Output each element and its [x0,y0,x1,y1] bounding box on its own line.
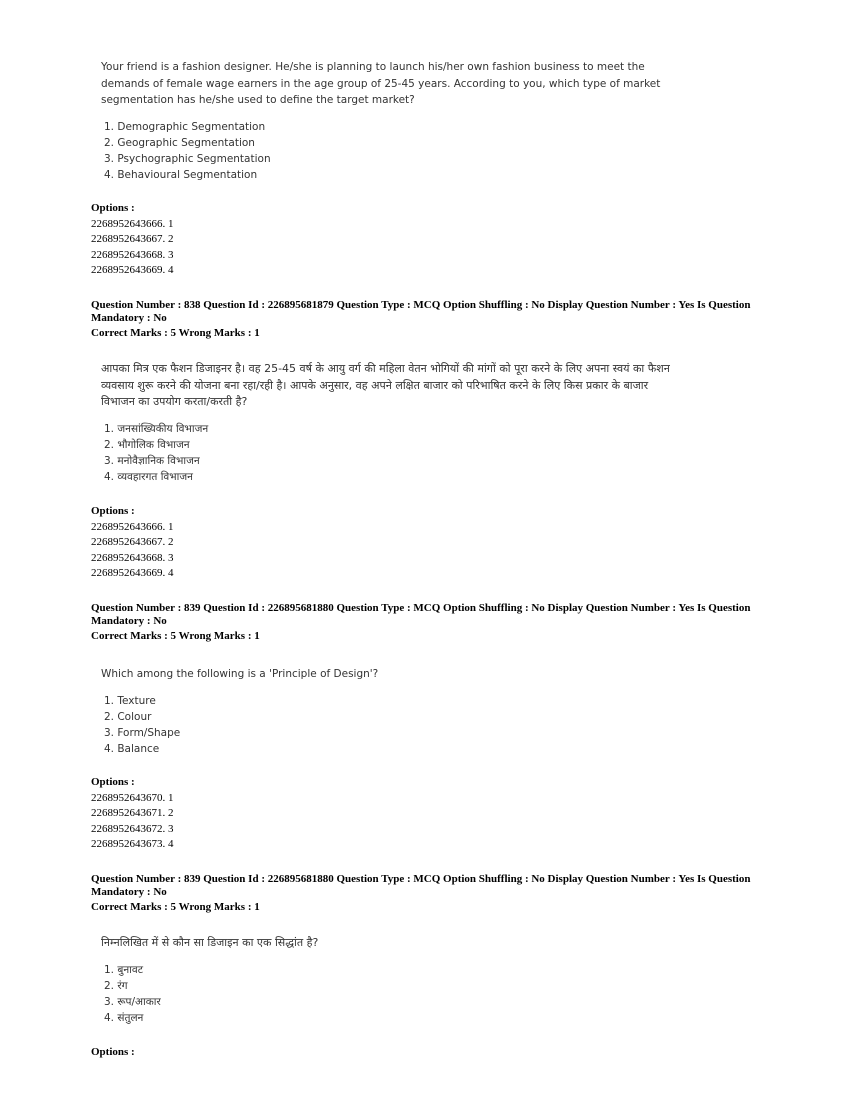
option-item: 4. Balance [104,742,160,755]
question-4-option-ids [91,1045,135,1061]
question-1-content [101,59,661,183]
question-meta: Question Number : 838 Question Id : 226895681879 Question Type : MCQ Option Shuffling : No Display Question Number : Yes Is Question Mandatory : No [91,299,751,324]
option-id: 2268952643668. 3 [91,248,174,261]
option-id: 2268952643666. 1 [91,520,174,533]
question-3-header [91,602,751,643]
options-label: Options : [91,776,135,788]
option-item: 2. भौगोलिक विभाजन [104,438,190,451]
question-2-content [101,361,671,485]
options-label: Options : [91,202,135,214]
option-item: 3. रूप/आकार [104,995,161,1008]
option-id: 2268952643669. 4 [91,567,174,579]
option-item: 1. जनसांख्यिकीय विभाजन [104,422,209,435]
question-2-options [104,421,671,485]
options-label: Options : [91,1046,135,1058]
question-2-text: आपका मित्र एक फैशन डिजाइनर है। वह 25-45 वर्ष के आयु वर्ग की महिला वेतन भोगियों की मांगों को पूरा करने के लिए अपना स्वयं का फैशन व्यवसाय शुरू करने की योजना बना रहा/रही है। आपके अनुसार, वह अपने लक्षित बाजार को परिभाषित करने के लिए किस प्रकार के बाजार विभाजन का उपयोग करता/करती है? [101,362,670,408]
option-id: 2268952643670. 1 [91,791,174,804]
option-item: 1. बुनावट [104,963,144,976]
question-3-text: Which among the following is a 'Principle of Design'? [101,668,379,680]
question-1-text: Your friend is a fashion designer. He/she is planning to launch his/her own fashion business to meet the demands of female wage earners in the age group of 25-45 years. According to you, which type of market segmentation has he/she used to define the target market? [101,61,661,106]
options-label: Options : [91,505,135,517]
question-3-content [101,666,661,757]
option-item: 1. Demographic Segmentation [104,120,266,133]
question-4-text: निम्नलिखित में से कौन सा डिजाइन का एक सिद्धांत है? [101,936,319,949]
question-meta: Question Number : 839 Question Id : 226895681880 Question Type : MCQ Option Shuffling : No Display Question Number : Yes Is Question Mandatory : No [91,602,751,627]
option-item: 1. Texture [104,694,156,707]
question-2-header [91,299,751,340]
question-1-options [104,119,661,183]
question-marks: Correct Marks : 5 Wrong Marks : 1 [91,327,260,339]
question-4-options [104,962,661,1026]
question-4-header [91,873,751,914]
question-2-option-ids [91,504,174,582]
question-1-option-ids [91,201,174,279]
option-item: 2. Geographic Segmentation [104,136,255,149]
option-item: 3. Psychographic Segmentation [104,152,271,165]
option-id: 2268952643669. 4 [91,264,174,276]
option-id: 2268952643667. 2 [91,233,174,245]
option-item: 4. संतुलन [104,1011,144,1024]
option-item: 2. Colour [104,710,152,723]
question-4-content [101,935,661,1026]
option-item: 4. Behavioural Segmentation [104,168,258,181]
option-item: 3. मनोवैज्ञानिक विभाजन [104,454,200,467]
question-marks: Correct Marks : 5 Wrong Marks : 1 [91,630,260,642]
option-id: 2268952643667. 2 [91,536,174,548]
question-3-option-ids [91,775,174,853]
option-id: 2268952643666. 1 [91,217,174,230]
question-3-options [104,693,661,757]
option-id: 2268952643668. 3 [91,551,174,564]
option-item: 2. रंग [104,979,128,992]
question-marks: Correct Marks : 5 Wrong Marks : 1 [91,901,260,913]
option-item: 3. Form/Shape [104,726,181,739]
option-item: 4. व्यवहारगत विभाजन [104,470,193,483]
option-id: 2268952643671. 2 [91,807,174,819]
option-id: 2268952643673. 4 [91,838,174,850]
option-id: 2268952643672. 3 [91,822,174,835]
question-meta: Question Number : 839 Question Id : 226895681880 Question Type : MCQ Option Shuffling : No Display Question Number : Yes Is Question Mandatory : No [91,873,751,898]
